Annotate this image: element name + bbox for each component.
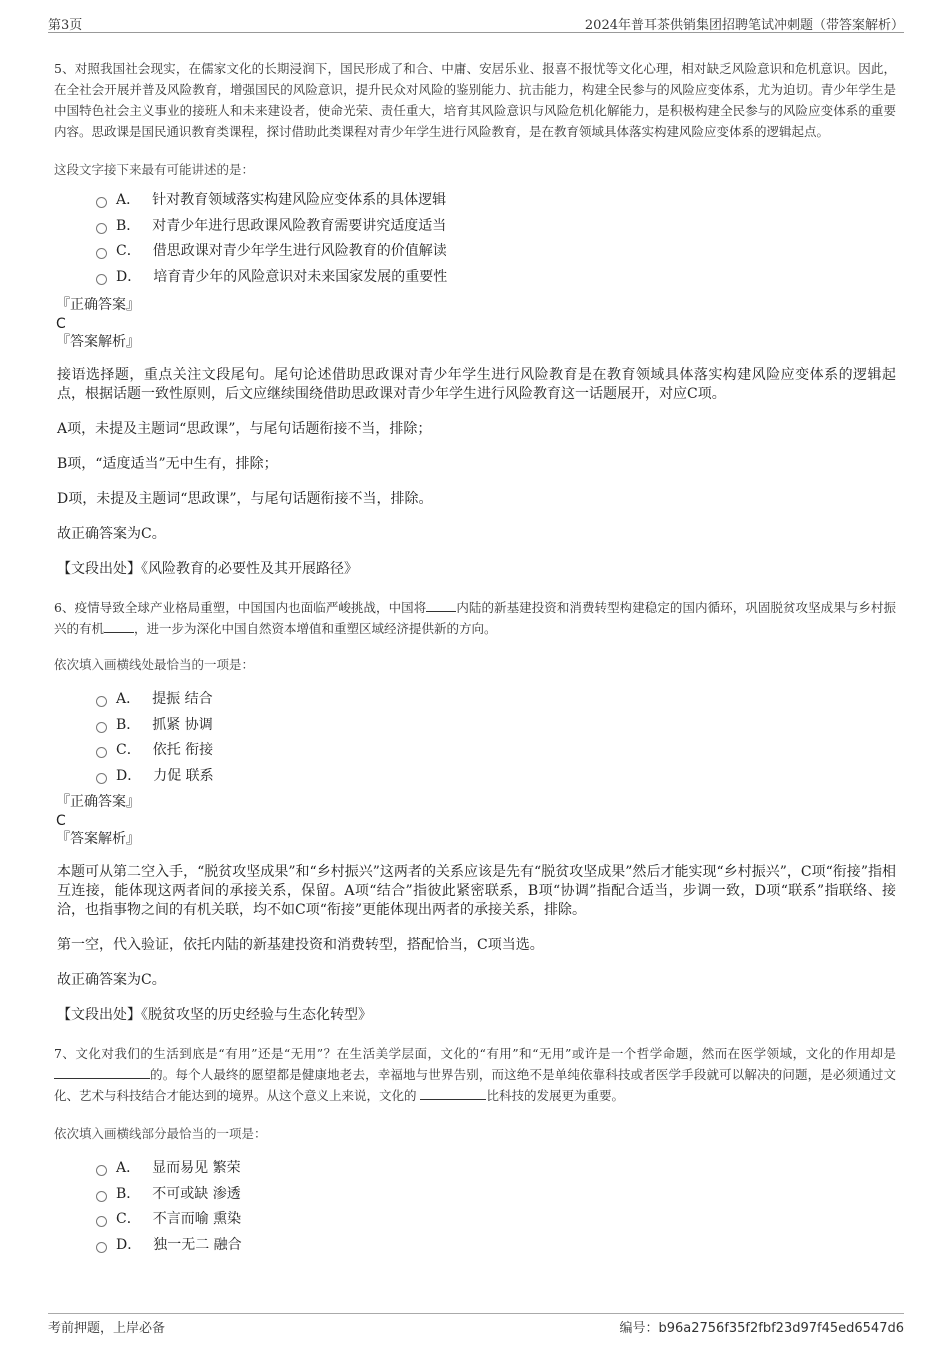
question-prompt: 这段文字接下来最有可能讲述的是： <box>54 162 255 177</box>
question-stem: 6、疫情导致全球产业格局重塑，中国国内也面临严峻挑战，中国将 内陆的新基建投资和消费转型构建稳定的国内循环，巩固脱贫攻坚成果与乡村振兴的有机 ，进一步为深化中国自然资本增值和重塑区域经济提供新的方向。 <box>54 600 896 636</box>
radio-icon[interactable] <box>96 248 107 259</box>
option-b[interactable]: B． 不可或缺 渗透 <box>96 1182 896 1208</box>
source-citation: 【文段出处】《风险教育的必要性及其开展路径》 <box>57 561 358 577</box>
analysis-paragraph: A项，未提及主题词“思政课”，与尾句话题衔接不当，排除； <box>57 421 432 437</box>
answer-label: 『正确答案』 <box>56 297 140 313</box>
radio-icon[interactable] <box>96 747 107 758</box>
radio-icon[interactable] <box>96 1216 107 1227</box>
analysis-body <box>54 863 896 990</box>
question-6 <box>54 597 896 1025</box>
radio-icon[interactable] <box>96 223 107 234</box>
options-list <box>54 188 896 290</box>
option-c[interactable]: C． 借思政课对青少年学生进行风险教育的价值解读 <box>96 239 896 265</box>
option-c[interactable]: C． 不言而喻 熏染 <box>96 1207 896 1233</box>
radio-icon[interactable] <box>96 696 107 707</box>
options-list <box>54 687 896 789</box>
option-b[interactable]: B． 抓紧 协调 <box>96 713 896 739</box>
radio-icon[interactable] <box>96 722 107 733</box>
footer-slogan: 考前押题，上岸必备 <box>48 1321 166 1336</box>
analysis-label: 『答案解析』 <box>56 334 140 350</box>
option-d[interactable]: D． 独一无二 融合 <box>96 1233 896 1259</box>
question-5 <box>54 58 896 579</box>
fill-blank <box>104 620 134 633</box>
radio-icon[interactable] <box>96 197 107 208</box>
fill-blank <box>420 1087 486 1100</box>
document-code: 编号：b96a2756f35f2fbf23d97f45ed6547d6 <box>619 1321 904 1336</box>
option-b[interactable]: B． 对青少年进行思政课风险教育需要讲究适度适当 <box>96 214 896 240</box>
radio-icon[interactable] <box>96 773 107 784</box>
radio-icon[interactable] <box>96 1242 107 1253</box>
analysis-label: 『答案解析』 <box>56 831 140 847</box>
option-a[interactable]: A． 针对教育领域落实构建风险应变体系的具体逻辑 <box>96 188 896 214</box>
question-prompt: 依次填入画横线处最恰当的一项是： <box>54 657 255 672</box>
page-footer <box>48 1313 904 1338</box>
document-title: 2024年普耳茶供销集团招聘笔试冲刺题（带答案解析） <box>584 18 904 33</box>
radio-icon[interactable] <box>96 274 107 285</box>
analysis-paragraph: 第一空，代入验证，依托内陆的新基建投资和消费转型，搭配恰当，C项当选。 <box>57 937 544 953</box>
question-prompt: 依次填入画横线部分最恰当的一项是： <box>54 1126 267 1141</box>
analysis-paragraph: 本题可从第二空入手，“脱贫攻坚成果”和“乡村振兴”这两者的关系应该是先有“脱贫攻坚成果”然后才能实现“乡村振兴”，C项“衔接”指相互连接，能体现这两者间的承接关系，保留。A项“结合”指彼此紧密联系，B项“协调”指配合适当，步调一致，D项“联系”指联络、接洽，也指事物之间的有机关联，均不如C项“衔接”更能体现出两者的承接关系，排除。 <box>57 864 896 918</box>
question-stem: 5、对照我国社会现实，在儒家文化的长期浸润下，国民形成了和合、中庸、安居乐业、报喜不报忧等文化心理，相对缺乏风险意识和危机意识。因此，在全社会开展并普及风险教育，增强国民的风险意识，提升民众对风险的鉴别能力、抗击能力，构建全民参与的风险应变体系，尤为迫切。青少年学生是中国特色社会主义事业的接班人和未来建设者，使命光荣、责任重大，培育其风险意识与风险危机化解能力，是积极构建全民参与的风险应变体系的重要内容。思政课是国民通识教育类课程，探讨借助此类课程对青少年学生进行风险教育，是在教育领域具体落实构建风险应变体系的逻辑起点。 <box>54 61 896 139</box>
option-d[interactable]: D． 力促 联系 <box>96 764 896 790</box>
answer-value: C <box>56 813 66 829</box>
radio-icon[interactable] <box>96 1165 107 1176</box>
page-header <box>48 10 904 33</box>
analysis-paragraph: B项，“适度适当”无中生有，排除； <box>57 456 278 472</box>
option-c[interactable]: C． 依托 衔接 <box>96 738 896 764</box>
question-stem: 7、文化对我们的生活到底是“有用”还是“无用”？在生活美学层面，文化的“有用”和“无用”或许是一个哲学命题，然而在医学领域，文化的作用却是 的。每个人最终的愿望都是健康地老去，幸福地与世界告别，而这绝不是单纯依靠科技或者医学手段就可以解决的问题，是必须通过文化、艺术与科技结合才能达到的境界。从这个意义上来说，文化的 比科技的发展更为重要。 <box>54 1046 896 1103</box>
option-d[interactable]: D． 培育青少年的风险意识对未来国家发展的重要性 <box>96 265 896 291</box>
source-citation: 【文段出处】《脱贫攻坚的历史经验与生态化转型》 <box>57 1007 372 1023</box>
analysis-paragraph: 故正确答案为C。 <box>57 526 166 542</box>
question-7 <box>54 1043 896 1258</box>
option-a[interactable]: A． 显而易见 繁荣 <box>96 1156 896 1182</box>
fill-blank <box>54 1066 150 1079</box>
fill-blank <box>426 599 456 612</box>
analysis-paragraph: 故正确答案为C。 <box>57 972 166 988</box>
option-a[interactable]: A． 提振 结合 <box>96 687 896 713</box>
page-number: 第3页 <box>48 18 83 33</box>
answer-value: C <box>56 316 66 332</box>
answer-label: 『正确答案』 <box>56 794 140 810</box>
page-content <box>54 58 896 1258</box>
radio-icon[interactable] <box>96 1191 107 1202</box>
options-list <box>54 1156 896 1258</box>
analysis-body <box>54 366 896 544</box>
analysis-paragraph: D项，未提及主题词“思政课”，与尾句话题衔接不当，排除。 <box>57 491 433 507</box>
analysis-paragraph: 接语选择题，重点关注文段尾句。尾句论述借助思政课对青少年学生进行风险教育是在教育领域具体落实构建风险应变体系的逻辑起点，根据话题一致性原则，后文应继续围绕借助思政课对青少年学生进行风险教育这一话题展开，对应C项。 <box>57 367 896 402</box>
